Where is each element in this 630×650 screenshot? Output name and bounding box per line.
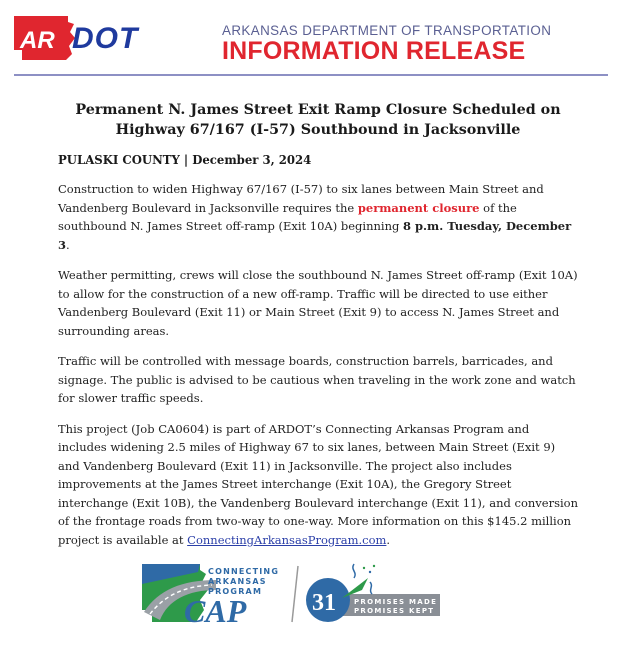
svg-text:AR: AR xyxy=(20,27,55,54)
cap-logo xyxy=(138,560,288,628)
svg-text:PROMISES MADE: PROMISES MADE xyxy=(354,598,438,606)
svg-text:ARKANSAS: ARKANSAS xyxy=(208,577,267,586)
svg-text:PROMISES KEPT: PROMISES KEPT xyxy=(354,607,435,615)
paragraph-closure xyxy=(58,180,578,254)
paragraph-text: of the southbound N. James Street off-ramp (Exit 10A) beginning xyxy=(58,200,517,233)
release-header xyxy=(0,0,630,80)
article xyxy=(58,100,578,549)
header-divider xyxy=(14,74,608,76)
promises-kept-logo xyxy=(302,560,452,628)
paragraph-traffic-control: Traffic will be controlled with message boards, construction barrels, barricades, and signage. The public is advised to be cautious when traveling in the work zone and watch for slower traffic speeds. xyxy=(58,354,576,405)
paragraph-text: This project (Job CA0604) is part of ARDOT’s Connecting Arkansas Program and includes widening 2.5 miles of Highway 67 to six lanes, between Main Street (Exit 9) and Vandenberg Boulevard (Exit 11) in Jacksonville. The project also includes improvements at the James Street interchange (Exit 10A), the Gregory Street interchange (Exit 10B), the Vandenberg Boulevard interchange (Exit 11), and conversion of the frontage roads from two-way to one-way. More information on this $145.2 million project is available at xyxy=(58,421,578,547)
ardot-logo xyxy=(12,14,162,60)
paragraph-text: . xyxy=(386,532,391,547)
footer-logos xyxy=(138,560,448,628)
svg-text:CONNECTING: CONNECTING xyxy=(208,567,280,576)
paragraph-text: . xyxy=(66,237,70,252)
release-title: INFORMATION RELEASE xyxy=(222,37,526,65)
paragraph-text: Construction to widen Highway 67/167 (I-57) to six lanes between Main Street and Vandenberg Boulevard in Jacksonville requires the xyxy=(58,182,544,215)
paragraph-project-info xyxy=(58,420,578,550)
svg-text:PROGRAM: PROGRAM xyxy=(208,587,263,596)
dateline: PULASKI COUNTY | December 3, 2024 xyxy=(58,153,312,167)
headline: Permanent N. James Street Exit Ramp Closure Scheduled on Highway 67/167 (I-57) Southbound in Jacksonville xyxy=(75,102,561,138)
paragraph-detour: Weather permitting, crews will close the southbound N. James Street off-ramp (Exit 10A) to allow for the construction of a new off-ramp. Traffic will be directed to use either Vandenberg Boulevard (Exit 11) or Main Street (Exit 9) to access N. James Street and surrounding areas. xyxy=(58,268,578,338)
department-name: ARKANSAS DEPARTMENT OF TRANSPORTATION xyxy=(222,23,552,38)
closure-time: 8 p.m. Tuesday, December 3 xyxy=(58,219,572,252)
svg-text:DOT: DOT xyxy=(72,22,139,55)
svg-text:31: 31 xyxy=(312,590,336,616)
connecting-arkansas-link[interactable]: ConnectingArkansasProgram.com xyxy=(187,532,387,547)
svg-text:CAP: CAP xyxy=(184,593,247,628)
permanent-closure-highlight: permanent closure xyxy=(357,200,480,215)
logo-divider xyxy=(290,564,300,624)
